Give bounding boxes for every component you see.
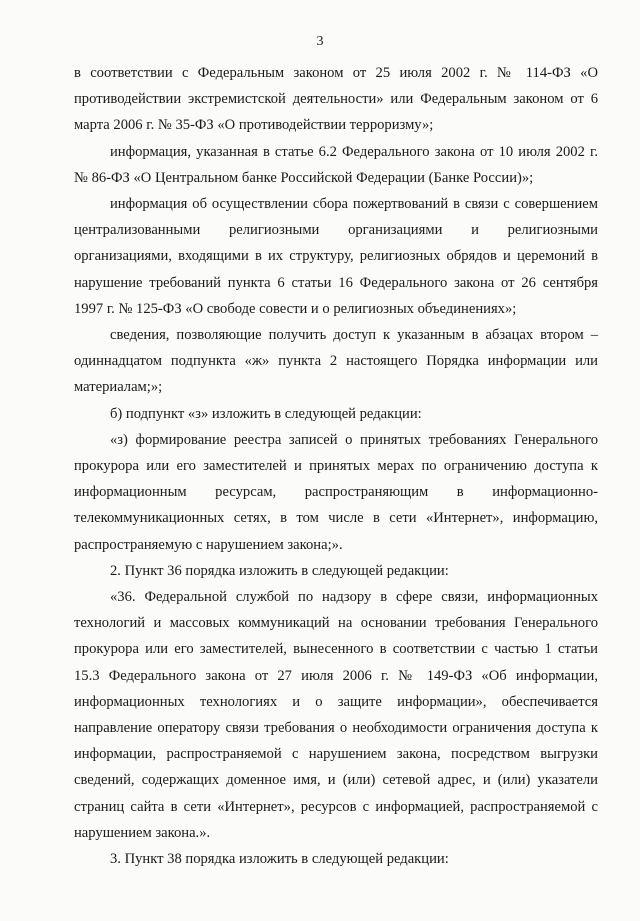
paragraph-extremism-terrorism-laws: в соответствии с Федеральным законом от 25 июля 2002 г. № 114-ФЗ «О противодействии экстремистской деятельности» или Федеральным законом от 6 марта 2006 г. № 35-ФЗ «О противодействии терроризму»;	[74, 65, 598, 134]
page-number: 3	[316, 34, 324, 49]
paragraph-item-36-heading: 2. Пункт 36 порядка изложить в следующей редакции:	[110, 562, 449, 579]
document-body	[74, 60, 598, 872]
paragraph-access-information: сведения, позволяющие получить доступ к указанным в абзацах втором – одиннадцатом подпункта «ж» пункта 2 настоящего Порядка информации или материалам;»;	[74, 327, 598, 396]
paragraph-subclause-z-heading: б) подпункт «з» изложить в следующей редакции:	[110, 405, 422, 422]
paragraph-subclause-z-text: «з) формирование реестра записей о принятых требованиях Генерального прокурора или его заместителей и принятых мерах по ограничению доступа к информационным ресурсам, распространяющим в информационно-телекоммуникационных сетях, в том числе в сети «Интернет», информацию, распространяемую с нарушением закона;».	[74, 431, 598, 553]
paragraph-religious-donations: информация об осуществлении сбора пожертвований в связи с совершением централизованными религиозными организациями и религиозными организациями, входящими в их структуру, религиозных обрядов и церемоний в нарушение требований пункта 6 статьи 16 Федерального закона от 26 сентября 1997 г. № 125-ФЗ «О свободе совести и о религиозных объединениях»;	[74, 196, 598, 317]
paragraph-item-36-text: «36. Федеральной службой по надзору в сфере связи, информационных технологий и массовых коммуникаций на основании требования Генерального прокурора или его заместителей, вынесенного в соответствии с частью 1 статьи 15.3 Федерального закона от 27 июля 2006 г. № 149-ФЗ «Об информации, информационных технологиях и о защите информации», обеспечивается направление оператору связи требования о необходимости ограничения доступа к информации, распространяемой с нарушением закона, посредством выгрузки сведений, содержащих доменное имя, и (или) сетевой адрес, и (или) указатели страниц сайта в сети «Интернет», ресурсов с информацией, распространяемой с нарушением закона.».	[74, 589, 598, 841]
paragraph-central-bank-info: информация, указанная в статье 6.2 Федерального закона от 10 июля 2002 г. № 86-ФЗ «О Центральном банке Российской Федерации (Банке России)»;	[74, 143, 598, 186]
paragraph-item-38-heading: 3. Пункт 38 порядка изложить в следующей редакции:	[110, 851, 449, 868]
